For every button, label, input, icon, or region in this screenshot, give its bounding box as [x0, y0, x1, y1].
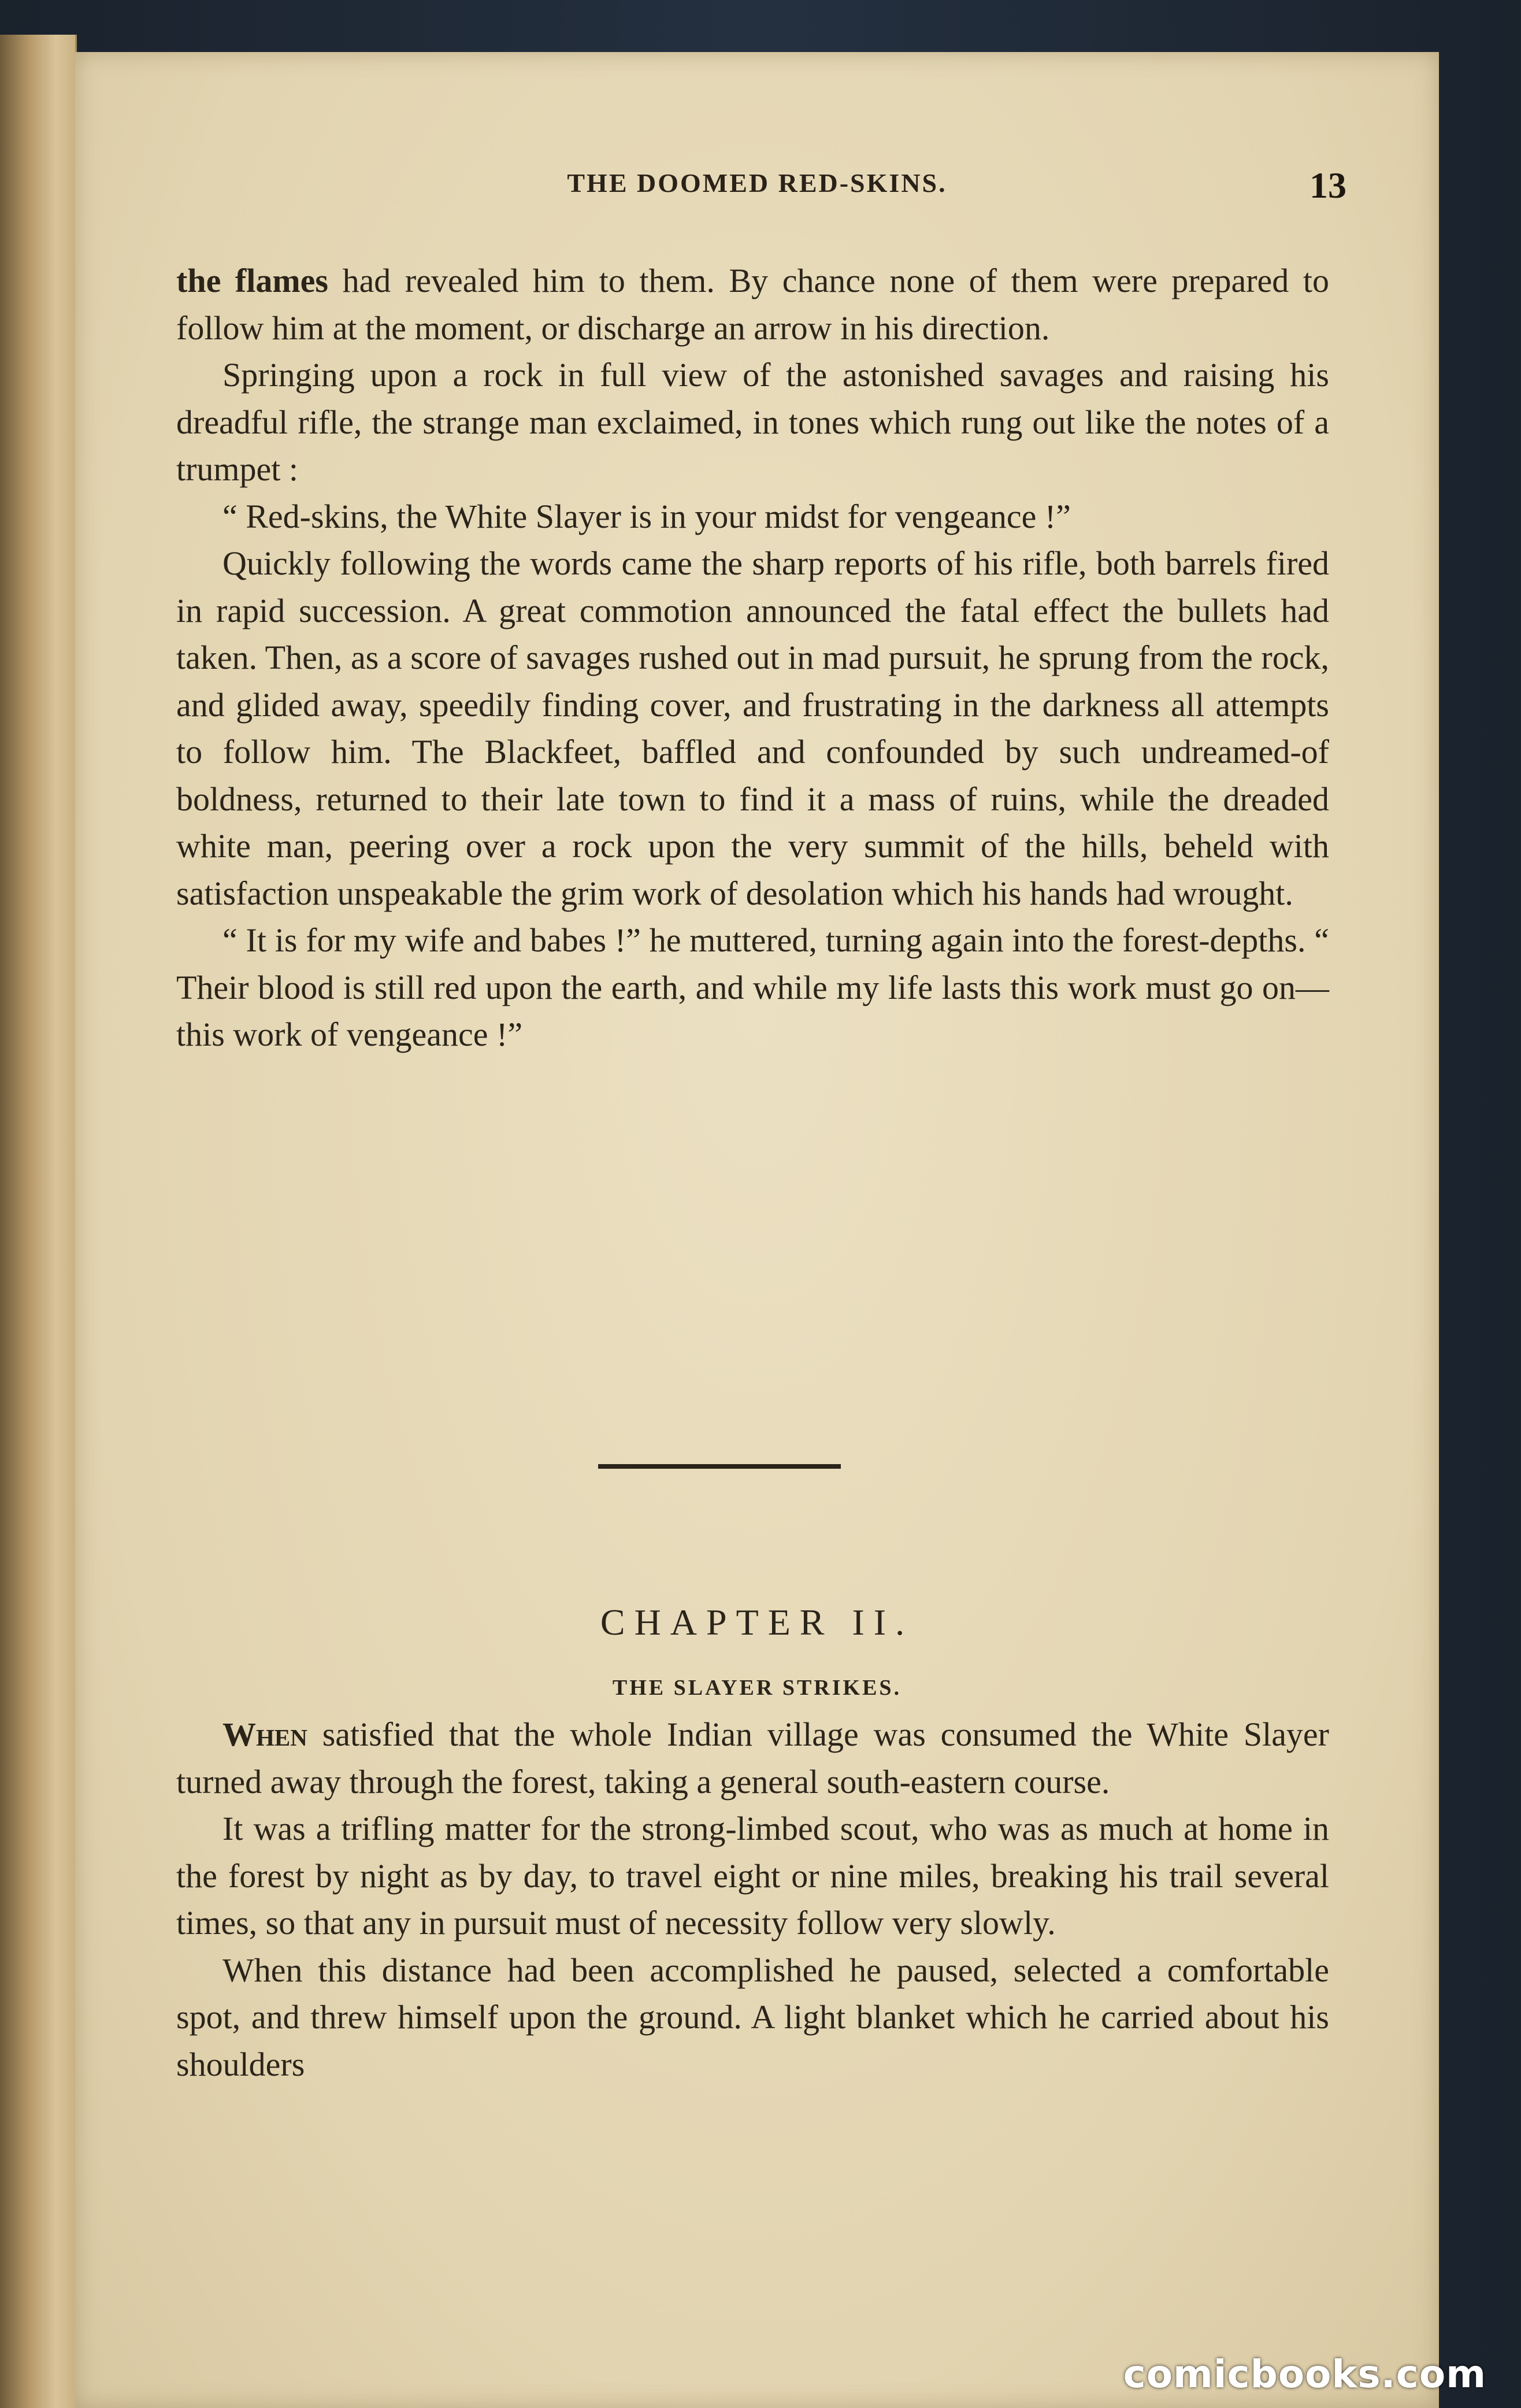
chapter-heading: CHAPTER II. [600, 1602, 914, 1643]
paragraph [176, 1711, 1329, 1805]
book-page [75, 52, 1439, 2408]
paragraph-text: satisfied that the whole Indian village was consumed the White Slayer turned away through the forest, taking a general south-eastern course. [176, 1716, 1329, 1801]
section-two-text [176, 1711, 1329, 2088]
watermark: comicbooks.com [1123, 2352, 1486, 2396]
paragraph: Springing upon a rock in full view of the astonished savages and raising his dreadful rifle, the strange man exclaimed, in tones which rung out like the notes of a trumpet : [176, 356, 1329, 488]
paragraph: Quickly following the words came the sharp reports of his rifle, both barrels fired in rapid succession. A great commotion announced the fatal effect the bullets had taken. Then, as a score of savages rushed out in mad pursuit, he sprung from the rock, and glided away, speedily finding cover, and frustrating in the darkness all attempts to follow him. The Blackfeet, baffled and confounded by such undreamed-of boldness, returned to their late town to find it a mass of ruins, while the dreaded white man, peering over a rock upon the very summit of the hills, beheld with satisfaction unspeakable the grim work of desolation which his hands had wrought. [176, 544, 1329, 912]
paragraph-text: had revealed him to them. By chance none of them were prepared to follow him at the moment, or discharge an arrow in his direction. [176, 262, 1329, 347]
running-title: THE DOOMED RED-SKINS. [567, 168, 947, 198]
paragraph-lead: When [222, 1716, 307, 1753]
running-head [75, 165, 1439, 214]
section-one-text [176, 257, 1329, 1058]
paragraph: When this distance had been accomplished he paused, selected a comfortable spot, and threw himself upon the ground. A light blanket which he carried about his shoulders [176, 1951, 1329, 2083]
paragraph: “ It is for my wife and babes !” he muttered, turning again into the forest-depths. “ Their blood is still red upon the earth, and while my life lasts this work must go on—this work of vengeance !” [176, 921, 1329, 1053]
paragraph-lead: the flames [176, 262, 328, 299]
chapter-subheading: THE SLAYER STRIKES. [612, 1676, 902, 1700]
page-number: 13 [1309, 165, 1346, 206]
paragraph: “ Red-skins, the White Slayer is in your midst for vengeance !” [222, 497, 1071, 535]
book-spine [0, 35, 77, 2408]
section-divider [598, 1464, 841, 1469]
paragraph [176, 257, 1329, 351]
paragraph: It was a trifling matter for the strong-limbed scout, who was as much at home in the forest by night as by day, to travel eight or nine miles, breaking his trail several times, so that any in pursuit must of necessity follow very slowly. [176, 1810, 1329, 1942]
